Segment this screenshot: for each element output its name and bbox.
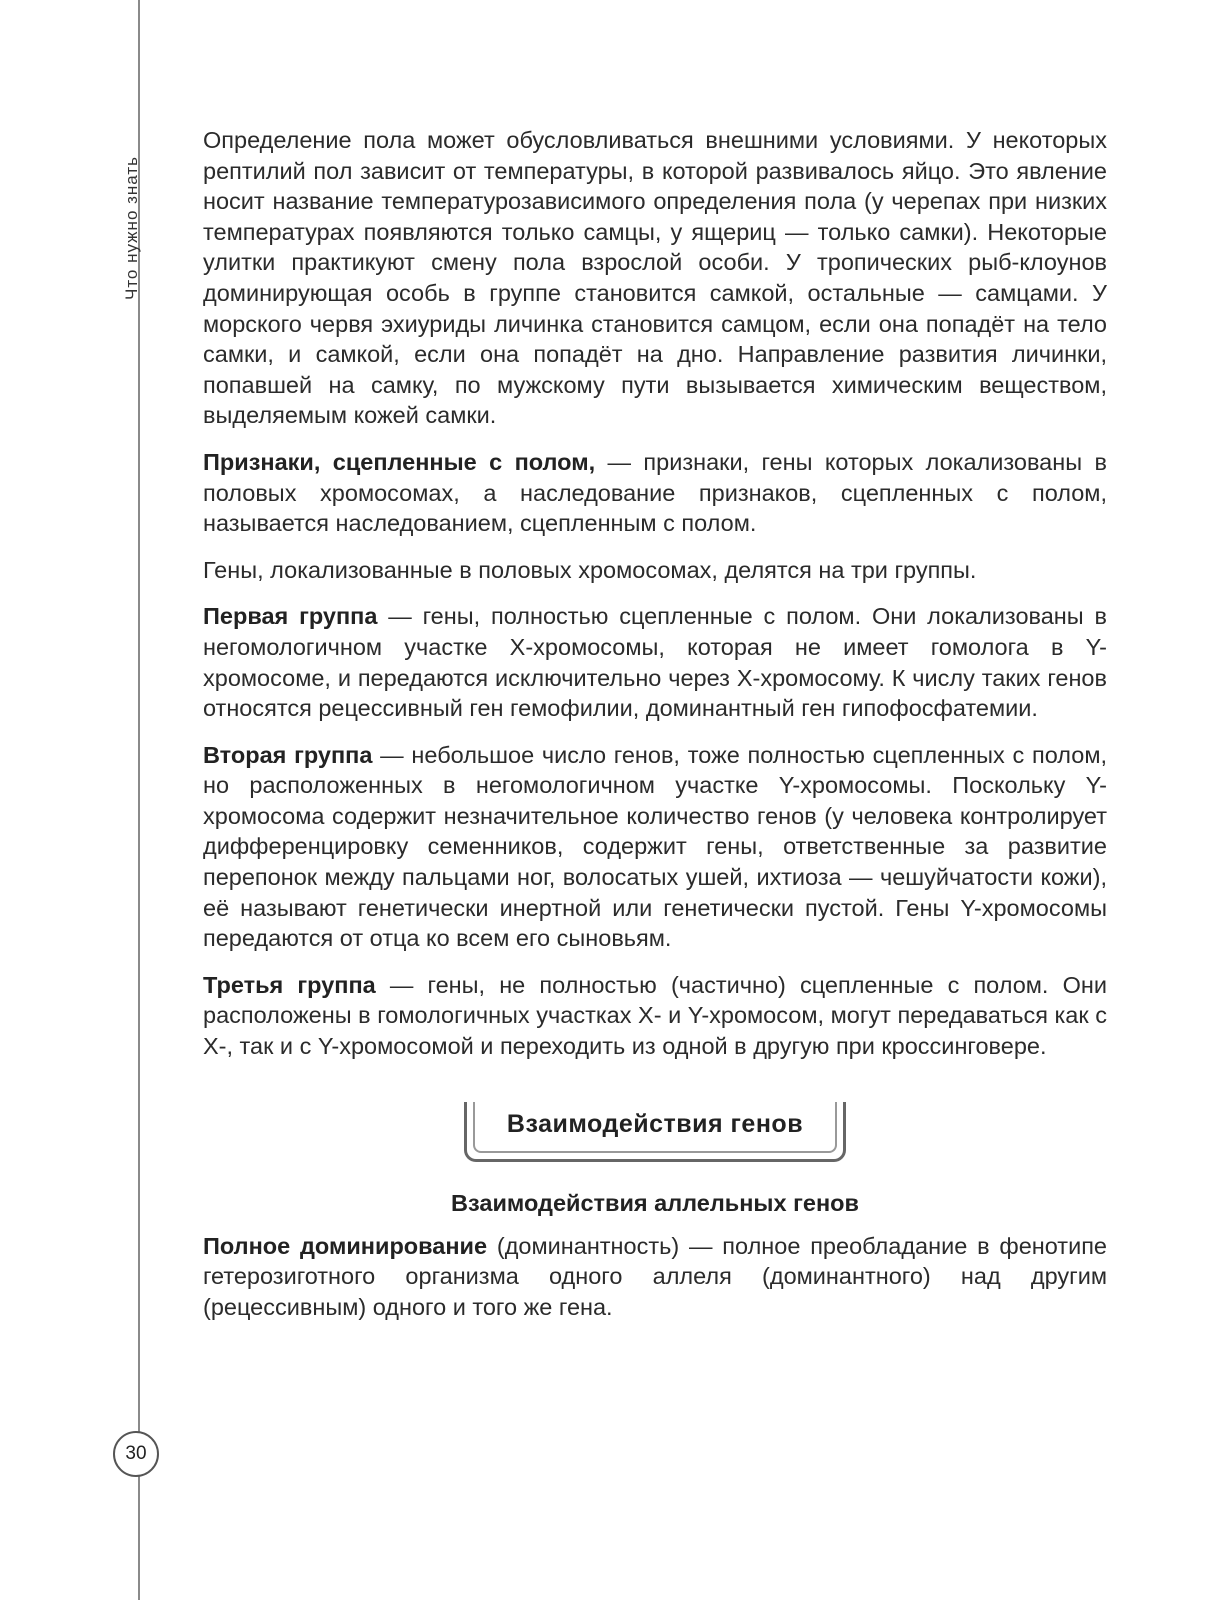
page-body (203, 125, 1107, 1338)
paragraph-three-groups: Гены, локализованные в половых хромосомах, делятся на три группы. (203, 556, 977, 583)
paragraph-second-group (203, 740, 1107, 954)
term-second-group: Вторая группа (203, 741, 373, 768)
running-section-label: Что нужно знать (122, 155, 141, 300)
definition-third-group: — гены, не полностью (частично) сцепленные с полом. Они расположены в гомологичных участках X- и Y-хромосом, могут передаваться как с X-, так и с Y-хромосомой и переходить из одной в другую при кроссинговере. (203, 971, 1107, 1060)
paragraph-first-group (203, 601, 1107, 723)
paragraph-complete-dominance (203, 1231, 1107, 1323)
paragraph-third-group (203, 970, 1107, 1062)
paragraph-sex-linked-traits (203, 447, 1107, 539)
section-title: Взаимодействия генов (506, 1109, 804, 1138)
page-number: 30 (113, 1431, 159, 1477)
definition-first-group: — гены, полностью сцепленные с полом. Они локализованы в негомологичном участке X-хромосомы, которая не имеет гомолога в Y-хромосоме, и передаются исключительно через X-хромосому. К числу таких генов относятся рецессивный ген гемофилии, доминантный ген гипофосфатемии. (203, 603, 1107, 722)
definition-complete-dominance: (доминантность) — полное преобладание в фенотипе гетерозиготного организма одного аллеля (доминантного) над другим (рецессивным) одного и того же гена. (203, 1232, 1107, 1320)
section-header (203, 1102, 1107, 1162)
term-third-group: Третья группа (203, 971, 376, 998)
term-complete-dominance: Полное доминирование (203, 1232, 488, 1259)
paragraph-sex-determination: Определение пола может обусловливаться внешними условиями. У некоторых рептилий пол зависит от температуры, в которой развивалось яйцо. Это явление носит название температурозависимого определения пола (у черепах при низких температурах появляются только самцы, у ящериц — только самки). Некоторые улитки практикуют смену пола взрослой особи. У тропических рыб-клоунов доминирующая особь в группе становится самкой, остальные — самцами. У морского червя эхиуриды личинка становится самцом, если она попадёт на тело самки, и самкой, если она попадёт на дно. Направление развития личинки, попавшей на самку, по мужскому пути вызывается химическим веществом, выделяемым кожей самки. (203, 127, 1107, 429)
section-title-frame (464, 1102, 846, 1162)
definition-sex-linked-traits: — признаки, гены которых локализованы в половых хромосомах, а наследование признаков, сцепленных с полом, называется наследованием, сцепленным с полом. (203, 448, 1107, 537)
term-sex-linked-traits: Признаки, сцепленные с полом, (203, 448, 596, 475)
definition-second-group: — небольшое число генов, тоже полностью сцепленных с полом, но расположенных в негомологичном участке Y-хромосомы. Поскольку Y-хромосома содержит незначительное количество генов (у человека контролирует дифференцировку семенников, содержит гены, ответственные за развитие перепонок между пальцами ног, волосатых ушей, ихтиоза — чешуйчатости кожи), её называют генетически инертной или генетически пустой. Гены Y-хромосомы передаются от отца ко всем его сыновьям. (203, 741, 1108, 952)
subsection-title: Взаимодействия аллельных генов (451, 1189, 859, 1216)
term-first-group: Первая группа (203, 603, 378, 630)
